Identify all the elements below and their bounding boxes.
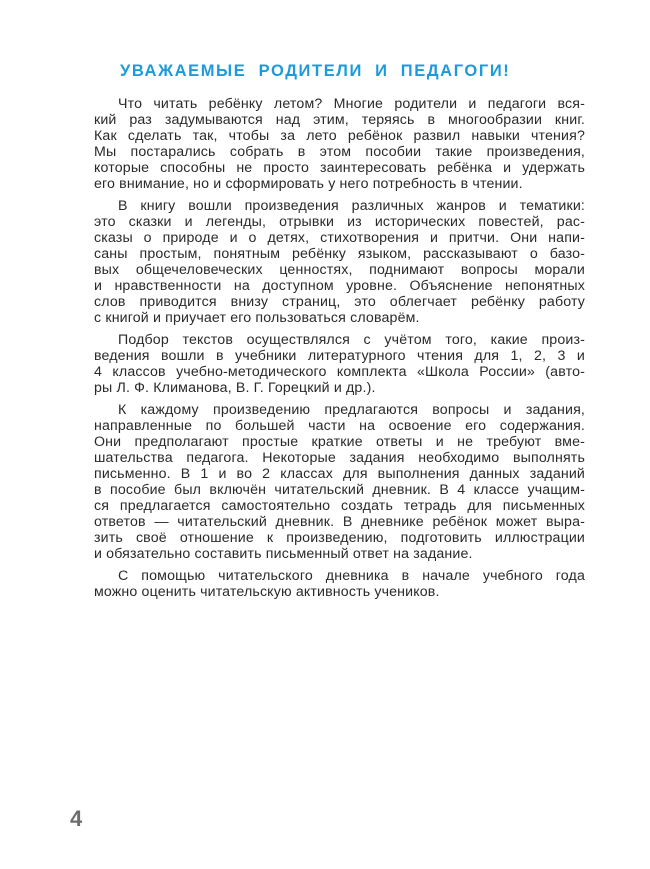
text-line: Мы постарались собрать в этом пособии такие произведения, [94,144,585,160]
text-line: зить своё отношение к произведению, подготовить иллюстрации [94,530,585,546]
text-line: ры Л. Ф. Климанова, В. Г. Горецкий и др.). [94,380,376,396]
text-line: можно оценить читательскую активность учеников. [94,584,440,600]
text-line: Подбор текстов осуществлялся с учётом того, какие произ- [118,332,585,348]
text-line: Что читать ребёнку летом? Многие родители и педагоги вся- [118,96,585,112]
text-line: ся предлагается самостоятельно создать тетрадь для письменных [94,498,585,514]
text-line: В книгу вошли произведения различных жанров и тематики: [118,198,585,214]
text-line: кий раз задумываются над этим, теряясь в многообразии книг. [94,112,585,128]
page-number: 4 [70,806,83,831]
text-line: его внимание, но и сформировать у него потребность в чтении. [94,176,523,192]
paragraph [94,568,585,600]
text-line: саны простым, понятным ребёнку языком, рассказывают о базо- [94,246,585,262]
text-line: 4 классов учебно-методического комплекта «Школа России» (авто- [94,364,585,380]
text-line: это сказки и легенды, отрывки из исторических повестей, рас- [94,214,585,230]
text-line: вых общечеловеческих ценностях, поднимают вопросы морали [94,262,585,278]
text-line: К каждому произведению предлагаются вопросы и задания, [118,402,585,418]
text-line: в пособие был включён читательский дневник. В 4 классе учащим- [94,482,585,498]
text-line: сказы о природе и о детях, стихотворения и притчи. Они напи- [94,230,585,246]
text-line: и нравственности на доступном уровне. Объяснение непонятных [94,278,585,294]
paragraph [94,402,585,562]
text-line: Как сделать так, чтобы за лето ребёнок развил навыки чтения? [94,128,585,144]
text-line: Они предполагают простые краткие ответы и не требуют вме- [94,434,585,450]
text-line: письменно. В 1 и во 2 классах для выполнения данных заданий [94,466,585,482]
text-line: с книгой и приучает его пользоваться словарём. [94,310,420,326]
body-text [94,96,585,606]
paragraph [94,96,585,192]
text-line: шательства педагога. Некоторые задания необходимо выполнять [94,450,585,466]
text-line: направленные по большей части на освоение его содержания. [94,418,585,434]
text-line: С помощью читательского дневника в начале учебного года [118,568,585,584]
page-title: УВАЖАЕМЫЕ РОДИТЕЛИ И ПЕДАГОГИ! [120,62,511,80]
paragraph [94,198,585,326]
text-line: и обязательно составить письменный ответ на задание. [94,546,473,562]
text-line: ведения вошли в учебники литературного чтения для 1, 2, 3 и [94,348,585,364]
paragraph [94,332,585,396]
text-line: ответов — читательский дневник. В дневнике ребёнок может выра- [94,514,585,530]
text-line: слов приводится внизу страниц, это облегчает ребёнку работу [94,294,585,310]
text-line: которые способны не просто заинтересовать ребёнка и удержать [94,160,585,176]
